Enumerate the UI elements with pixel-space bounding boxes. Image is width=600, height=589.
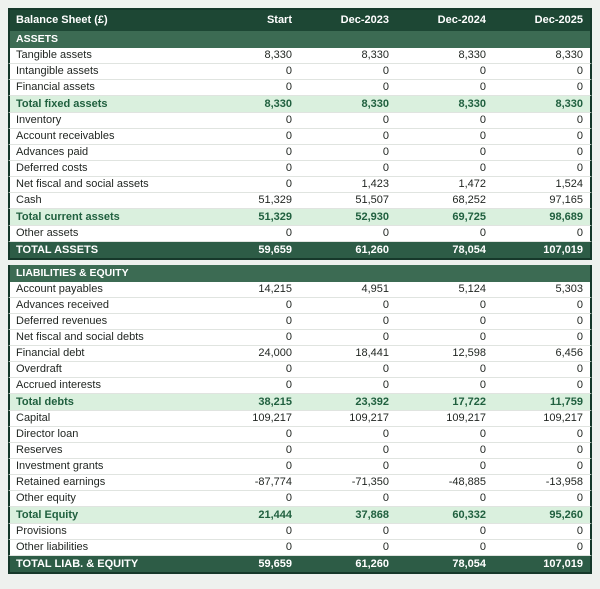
cell-dec-2023: 4,951 — [361, 283, 389, 295]
cell-dec-2023: 0 — [382, 460, 389, 472]
column-header-dec-2023: Dec-2023 — [340, 14, 389, 26]
cell-dec-2025: 97,165 — [549, 194, 583, 206]
table-row — [8, 459, 592, 475]
cell-dec-2024: 0 — [479, 114, 486, 126]
table-body — [8, 31, 592, 574]
table-row — [8, 443, 592, 459]
row-label: Other liabilities — [16, 541, 89, 553]
cell-start: 0 — [285, 460, 292, 472]
cell-dec-2024: -48,885 — [448, 476, 486, 488]
cell-dec-2025: 0 — [576, 492, 583, 504]
cell-start: 0 — [285, 146, 292, 158]
cell-dec-2024: 0 — [479, 315, 486, 327]
cell-dec-2023: 0 — [382, 525, 389, 537]
cell-start: 0 — [285, 81, 292, 93]
cell-dec-2025: 0 — [576, 130, 583, 142]
row-label: Investment grants — [16, 460, 104, 472]
table-row — [8, 282, 592, 298]
cell-dec-2024: 8,330 — [458, 97, 486, 110]
table-row — [8, 540, 592, 556]
cell-dec-2023: 0 — [382, 541, 389, 553]
table-row — [8, 48, 592, 64]
cell-dec-2024: 68,252 — [452, 194, 486, 206]
row-label: Account receivables — [16, 130, 115, 142]
cell-start: 21,444 — [258, 508, 292, 521]
row-label: Advances paid — [16, 146, 89, 158]
cell-dec-2023: 23,392 — [355, 395, 389, 408]
column-header-dec-2024: Dec-2024 — [437, 14, 486, 26]
cell-start: 0 — [285, 331, 292, 343]
row-label: Capital — [16, 412, 51, 424]
cell-start: 0 — [285, 114, 292, 126]
cell-start: 8,330 — [264, 97, 292, 110]
cell-dec-2023: 8,330 — [361, 49, 389, 61]
cell-dec-2023: 0 — [382, 114, 389, 126]
cell-start: -87,774 — [254, 476, 292, 488]
cell-dec-2023: 0 — [382, 428, 389, 440]
cell-dec-2025: 5,303 — [555, 283, 583, 295]
cell-dec-2024: 0 — [479, 65, 486, 77]
row-label: Net fiscal and social assets — [16, 178, 149, 190]
cell-dec-2025: 0 — [576, 299, 583, 311]
cell-dec-2024: 0 — [479, 130, 486, 142]
cell-dec-2025: 107,019 — [543, 557, 583, 570]
cell-dec-2024: 0 — [479, 444, 486, 456]
cell-dec-2023: 109,217 — [349, 412, 389, 424]
balance-sheet-table — [8, 8, 592, 574]
cell-dec-2024: 0 — [479, 492, 486, 504]
cell-dec-2025: 0 — [576, 227, 583, 239]
cell-dec-2025: 95,260 — [549, 508, 583, 521]
cell-start: 0 — [285, 315, 292, 327]
cell-dec-2025: -13,958 — [545, 476, 583, 488]
cell-dec-2023: 0 — [382, 379, 389, 391]
cell-dec-2025: 0 — [576, 114, 583, 126]
grand-total-row — [8, 556, 592, 574]
cell-dec-2025: 0 — [576, 525, 583, 537]
cell-dec-2023: -71,350 — [351, 476, 389, 488]
row-label: Financial debt — [16, 347, 85, 359]
column-header-dec-2025: Dec-2025 — [534, 14, 583, 26]
row-label: Total Equity — [16, 508, 79, 521]
section-header-row — [8, 31, 592, 48]
cell-dec-2023: 0 — [382, 299, 389, 311]
cell-dec-2023: 0 — [382, 331, 389, 343]
cell-dec-2023: 0 — [382, 315, 389, 327]
cell-dec-2025: 11,759 — [549, 395, 583, 408]
row-label: Other assets — [16, 227, 79, 239]
table-row — [8, 145, 592, 161]
cell-dec-2023: 0 — [382, 81, 389, 93]
cell-dec-2025: 0 — [576, 444, 583, 456]
row-label: Provisions — [16, 525, 67, 537]
row-label: TOTAL ASSETS — [16, 243, 99, 256]
row-label: Account payables — [16, 283, 103, 295]
table-row — [8, 177, 592, 193]
table-row — [8, 129, 592, 145]
table-row — [8, 113, 592, 129]
table-row — [8, 346, 592, 362]
cell-dec-2024: 0 — [479, 81, 486, 93]
table-row — [8, 475, 592, 491]
cell-dec-2025: 0 — [576, 315, 583, 327]
cell-start: 24,000 — [258, 347, 292, 359]
cell-start: 0 — [285, 130, 292, 142]
cell-dec-2023: 0 — [382, 162, 389, 174]
cell-dec-2025: 0 — [576, 460, 583, 472]
table-header-row — [8, 8, 592, 31]
cell-start: 0 — [285, 162, 292, 174]
cell-dec-2025: 0 — [576, 428, 583, 440]
cell-dec-2023: 61,260 — [355, 557, 389, 570]
cell-dec-2025: 0 — [576, 162, 583, 174]
cell-dec-2025: 0 — [576, 146, 583, 158]
cell-start: 109,217 — [252, 412, 292, 424]
cell-dec-2023: 61,260 — [355, 243, 389, 256]
cell-start: 0 — [285, 227, 292, 239]
row-label: ASSETS — [16, 33, 59, 46]
cell-dec-2024: 60,332 — [452, 508, 486, 521]
row-label: Net fiscal and social debts — [16, 331, 144, 343]
subtotal-row — [8, 96, 592, 113]
cell-start: 51,329 — [258, 194, 292, 206]
table-row — [8, 80, 592, 96]
cell-dec-2023: 0 — [382, 146, 389, 158]
table-row — [8, 298, 592, 314]
table-row — [8, 314, 592, 330]
cell-dec-2023: 0 — [382, 492, 389, 504]
table-row — [8, 427, 592, 443]
row-label: Director loan — [16, 428, 79, 440]
column-header-start: Start — [266, 14, 292, 26]
grand-total-row — [8, 242, 592, 260]
row-label: Intangible assets — [16, 65, 99, 77]
cell-start: 51,329 — [258, 210, 292, 223]
cell-dec-2024: 78,054 — [452, 557, 486, 570]
table-row — [8, 362, 592, 378]
table-title: Balance Sheet (£) — [16, 14, 108, 26]
cell-dec-2023: 1,423 — [361, 178, 389, 190]
row-label: Reserves — [16, 444, 63, 456]
row-label: Overdraft — [16, 363, 62, 375]
cell-dec-2024: 5,124 — [458, 283, 486, 295]
row-label: Inventory — [16, 114, 62, 126]
table-row — [8, 524, 592, 540]
cell-dec-2024: 12,598 — [452, 347, 486, 359]
cell-dec-2025: 0 — [576, 363, 583, 375]
cell-dec-2025: 0 — [576, 65, 583, 77]
row-label: Tangible assets — [16, 49, 92, 61]
cell-dec-2024: 0 — [479, 299, 486, 311]
table-row — [8, 491, 592, 507]
cell-dec-2025: 0 — [576, 379, 583, 391]
cell-dec-2023: 0 — [382, 227, 389, 239]
cell-dec-2025: 109,217 — [543, 412, 583, 424]
cell-start: 0 — [285, 525, 292, 537]
row-label: Other equity — [16, 492, 76, 504]
row-label: Total fixed assets — [16, 97, 108, 110]
table-row — [8, 411, 592, 427]
row-label: Advances received — [16, 299, 109, 311]
cell-dec-2025: 107,019 — [543, 243, 583, 256]
cell-dec-2023: 0 — [382, 444, 389, 456]
cell-dec-2023: 52,930 — [355, 210, 389, 223]
table-row — [8, 161, 592, 177]
cell-dec-2023: 18,441 — [355, 347, 389, 359]
row-label: TOTAL LIAB. & EQUITY — [16, 557, 139, 570]
cell-dec-2024: 69,725 — [452, 210, 486, 223]
cell-start: 0 — [285, 379, 292, 391]
cell-dec-2023: 37,868 — [355, 508, 389, 521]
cell-dec-2025: 6,456 — [555, 347, 583, 359]
table-row — [8, 330, 592, 346]
cell-start: 0 — [285, 541, 292, 553]
cell-start: 38,215 — [258, 395, 292, 408]
row-label: Financial assets — [16, 81, 95, 93]
cell-start: 0 — [285, 299, 292, 311]
row-label: Deferred costs — [16, 162, 88, 174]
cell-dec-2025: 98,689 — [549, 210, 583, 223]
cell-start: 59,659 — [258, 557, 292, 570]
cell-dec-2024: 109,217 — [446, 412, 486, 424]
row-label: Accrued interests — [16, 379, 101, 391]
row-label: LIABILITIES & EQUITY — [16, 267, 129, 280]
cell-start: 8,330 — [264, 49, 292, 61]
row-label: Retained earnings — [16, 476, 106, 488]
cell-dec-2023: 51,507 — [355, 194, 389, 206]
cell-dec-2025: 0 — [576, 331, 583, 343]
cell-dec-2024: 0 — [479, 363, 486, 375]
subtotal-row — [8, 394, 592, 411]
table-row — [8, 193, 592, 209]
cell-dec-2025: 8,330 — [555, 97, 583, 110]
table-row — [8, 378, 592, 394]
cell-start: 0 — [285, 492, 292, 504]
table-row — [8, 226, 592, 242]
table-row — [8, 64, 592, 80]
cell-dec-2025: 0 — [576, 541, 583, 553]
cell-start: 0 — [285, 444, 292, 456]
cell-dec-2025: 0 — [576, 81, 583, 93]
subtotal-row — [8, 507, 592, 524]
row-label: Cash — [16, 194, 42, 206]
cell-start: 0 — [285, 363, 292, 375]
cell-dec-2024: 0 — [479, 331, 486, 343]
cell-dec-2024: 0 — [479, 460, 486, 472]
cell-dec-2024: 1,472 — [458, 178, 486, 190]
cell-start: 14,215 — [258, 283, 292, 295]
cell-dec-2023: 0 — [382, 130, 389, 142]
cell-dec-2023: 8,330 — [361, 97, 389, 110]
cell-dec-2024: 0 — [479, 379, 486, 391]
section-header-row — [8, 265, 592, 282]
cell-start: 59,659 — [258, 243, 292, 256]
row-label: Total current assets — [16, 210, 120, 223]
cell-dec-2025: 8,330 — [555, 49, 583, 61]
cell-dec-2024: 0 — [479, 541, 486, 553]
cell-dec-2025: 1,524 — [555, 178, 583, 190]
cell-dec-2024: 0 — [479, 162, 486, 174]
row-label: Total debts — [16, 395, 74, 408]
cell-dec-2024: 0 — [479, 428, 486, 440]
cell-dec-2024: 78,054 — [452, 243, 486, 256]
cell-dec-2023: 0 — [382, 363, 389, 375]
cell-dec-2023: 0 — [382, 65, 389, 77]
cell-dec-2024: 17,722 — [452, 395, 486, 408]
cell-dec-2024: 8,330 — [458, 49, 486, 61]
cell-dec-2024: 0 — [479, 146, 486, 158]
cell-dec-2024: 0 — [479, 525, 486, 537]
cell-start: 0 — [285, 65, 292, 77]
cell-start: 0 — [285, 178, 292, 190]
cell-start: 0 — [285, 428, 292, 440]
cell-dec-2024: 0 — [479, 227, 486, 239]
subtotal-row — [8, 209, 592, 226]
row-label: Deferred revenues — [16, 315, 108, 327]
